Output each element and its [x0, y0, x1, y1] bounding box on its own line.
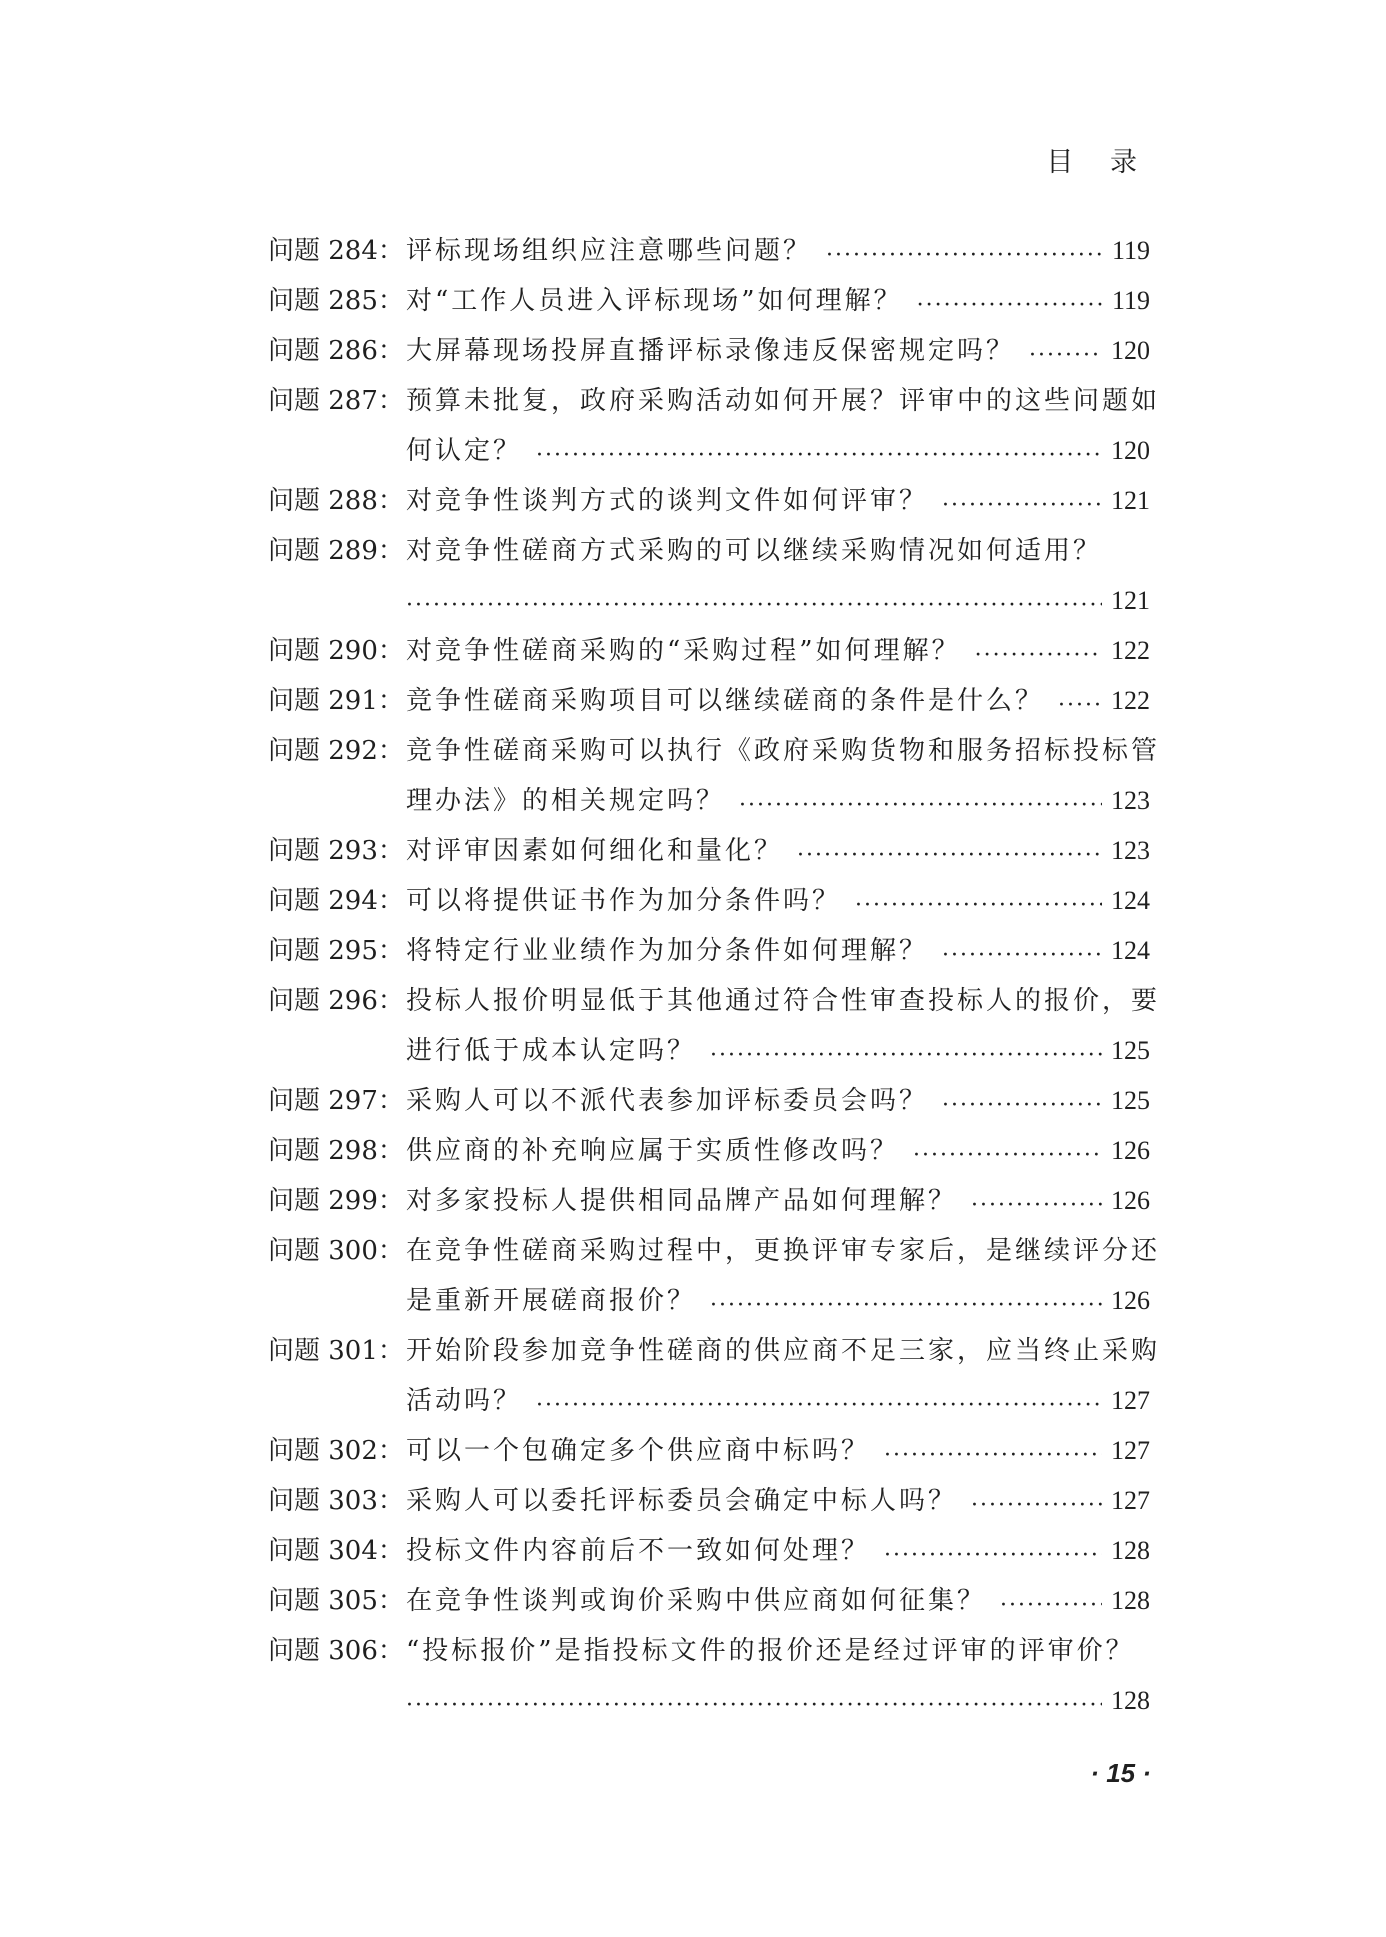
dot-leader [884, 1426, 1102, 1476]
toc-entry-title: 采购人可以不派代表参加评标委员会吗？ [406, 1086, 929, 1116]
dot-leader [975, 626, 1102, 676]
toc-entry-line [268, 376, 1161, 426]
toc-entry-label: 问题 305： [268, 1586, 404, 1616]
toc-entry-label: 问题 292： [268, 736, 404, 766]
toc-entry-title: 投标文件内容前后不一致如何处理？ [406, 1536, 871, 1566]
toc-entry-page: 125 [1111, 1036, 1150, 1065]
toc-entry-line [268, 826, 1150, 876]
toc-entry-page: 127 [1111, 1436, 1150, 1465]
toc-entry-label: 问题 289： [268, 536, 404, 566]
dot-leader [942, 926, 1102, 976]
dot-leader [913, 1126, 1102, 1176]
toc-entry-page: 127 [1111, 1386, 1150, 1415]
dot-leader [739, 776, 1102, 826]
toc-entry-line [268, 676, 1150, 726]
dot-leader [826, 226, 1102, 276]
toc-entry[interactable] [268, 476, 1150, 526]
toc-entry-line [268, 1126, 1150, 1176]
toc-entry[interactable] [268, 1176, 1150, 1226]
toc-entry-title: 预算未批复，政府采购活动如何开展？评审中的这些问题如 [406, 386, 1161, 416]
dot-leader [710, 1276, 1102, 1326]
toc-entry-line [268, 976, 1161, 1026]
toc-entry-page: 119 [1111, 286, 1150, 315]
toc-entry-line [268, 876, 1150, 926]
toc-entry-page: 123 [1111, 836, 1150, 865]
toc-entry-title: 开始阶段参加竞争性磋商的供应商不足三家，应当终止采购 [406, 1336, 1161, 1366]
running-header: 目 录 [1046, 147, 1151, 178]
toc-entry[interactable] [268, 226, 1150, 276]
toc-entry-line [268, 1426, 1150, 1476]
toc-entry-title: 竞争性磋商采购项目可以继续磋商的条件是什么？ [406, 686, 1045, 716]
toc-entry-title: 在竞争性谈判或询价采购中供应商如何征集？ [406, 1586, 987, 1616]
toc-entry-line [268, 1626, 1150, 1676]
page-number: · 15 · [1090, 1758, 1151, 1788]
toc-entry-line [268, 476, 1150, 526]
toc-entry-page: 122 [1111, 636, 1150, 665]
dot-leader [710, 1026, 1102, 1076]
toc-entry-line [268, 226, 1150, 276]
toc-entry-title: 采购人可以委托评标委员会确定中标人吗？ [406, 1486, 958, 1516]
dot-leader [942, 1076, 1102, 1126]
toc-entry-page: 127 [1111, 1486, 1150, 1515]
toc-entry-line [268, 1076, 1150, 1126]
toc-entry-title: 投标人报价明显低于其他通过符合性审查投标人的报价，要 [406, 986, 1161, 1016]
toc-entry-title: 对“工作人员进入评标现场”如何理解？ [406, 286, 903, 316]
toc-entry-page: 122 [1111, 686, 1150, 715]
toc-entry-label: 问题 302： [268, 1436, 404, 1466]
toc-entry[interactable] [268, 926, 1150, 976]
toc-entry-label: 问题 288： [268, 486, 404, 516]
toc-entry[interactable] [268, 1226, 1161, 1326]
toc-entry-title: 对多家投标人提供相同品牌产品如何理解？ [406, 1186, 958, 1216]
toc-entry-line [268, 276, 1150, 326]
dot-leader [971, 1176, 1102, 1226]
dot-leader [1029, 326, 1102, 376]
dot-leader [406, 1676, 1102, 1726]
toc-entry-page: 125 [1111, 1086, 1150, 1115]
dot-leader [942, 476, 1102, 526]
toc-entry-label: 问题 303： [268, 1486, 404, 1516]
toc-entry-title: “投标报价”是指投标文件的报价还是经过评审的评审价？ [406, 1636, 1135, 1666]
toc-entry-line [268, 576, 1150, 626]
toc-entry[interactable] [268, 976, 1161, 1076]
toc-entry-line [268, 1576, 1150, 1626]
toc-entry-label: 问题 287： [268, 386, 404, 416]
toc-entry[interactable] [268, 1526, 1150, 1576]
dot-leader [797, 826, 1102, 876]
toc-entry-line [268, 1026, 1150, 1076]
toc-entry-label: 问题 286： [268, 336, 404, 366]
toc-entry-page: 121 [1111, 486, 1150, 515]
toc-entry-page: 126 [1111, 1186, 1150, 1215]
toc-entry-line [268, 426, 1150, 476]
toc-entry[interactable] [268, 826, 1150, 876]
toc-entry-title: 竞争性磋商采购可以执行《政府采购货物和服务招标投标管 [406, 736, 1161, 766]
toc-entry-line [268, 1526, 1150, 1576]
toc-entry-line [268, 1226, 1161, 1276]
toc-entry-page: 124 [1111, 886, 1150, 915]
toc-entry-page: 128 [1111, 1686, 1150, 1715]
toc-entry[interactable] [268, 676, 1150, 726]
toc-entry-line [268, 726, 1161, 776]
toc-entry-title: 对竞争性磋商采购的“采购过程”如何理解？ [406, 636, 961, 666]
dot-leader [884, 1526, 1102, 1576]
toc-entry-title: 进行低于成本认定吗？ [406, 1036, 697, 1066]
dot-leader [971, 1476, 1102, 1526]
toc-entry-page: 121 [1111, 586, 1150, 615]
toc-entry[interactable] [268, 1076, 1150, 1126]
toc-entry[interactable] [268, 1326, 1161, 1426]
dot-leader [536, 1376, 1102, 1426]
toc-entry-label: 问题 290： [268, 636, 404, 666]
toc-entry-page: 128 [1111, 1586, 1150, 1615]
toc-entry-title: 理办法》的相关规定吗？ [406, 786, 726, 816]
toc-entry[interactable] [268, 626, 1150, 676]
toc-entry-page: 123 [1111, 786, 1150, 815]
toc-entry-title: 何认定？ [406, 436, 523, 466]
dot-leader [855, 876, 1102, 926]
toc-entry-page: 128 [1111, 1536, 1150, 1565]
dot-leader [1058, 676, 1102, 726]
toc-entry-title: 在竞争性磋商采购过程中，更换评审专家后，是继续评分还 [406, 1236, 1161, 1266]
toc-entry-title: 对竞争性谈判方式的谈判文件如何评审？ [406, 486, 929, 516]
dot-leader [536, 426, 1102, 476]
toc-entry-line [268, 1276, 1150, 1326]
toc-entry[interactable] [268, 1576, 1150, 1626]
toc-entry-label: 问题 296： [268, 986, 404, 1016]
toc-entry-label: 问题 294： [268, 886, 404, 916]
toc-entry-label: 问题 299： [268, 1186, 404, 1216]
toc-entry-line [268, 626, 1150, 676]
toc-entry-line [268, 1326, 1161, 1376]
toc-entry-line [268, 326, 1150, 376]
toc-entry-title: 对评审因素如何细化和量化？ [406, 836, 784, 866]
toc-entry-line [268, 1676, 1150, 1726]
toc-entry[interactable] [268, 876, 1150, 926]
toc-entry[interactable] [268, 726, 1161, 826]
toc-entry-label: 问题 297： [268, 1086, 404, 1116]
toc-entry-label: 问题 300： [268, 1236, 404, 1266]
toc-entry[interactable] [268, 326, 1150, 376]
toc-entry-title: 评标现场组织应注意哪些问题？ [406, 236, 813, 266]
toc-entry-page: 124 [1111, 936, 1150, 965]
toc-entry-label: 问题 306： [268, 1636, 404, 1666]
toc-entry-page: 120 [1111, 336, 1150, 365]
toc-entry-label: 问题 284： [268, 236, 404, 266]
toc-entry-label: 问题 285： [268, 286, 404, 316]
toc-entry-page: 119 [1111, 236, 1150, 265]
toc-entry-label: 问题 291： [268, 686, 404, 716]
toc-entry[interactable] [268, 1126, 1150, 1176]
toc-entry-line [268, 526, 1150, 576]
toc-entry-title: 是重新开展磋商报价？ [406, 1286, 697, 1316]
toc-entry[interactable] [268, 276, 1150, 326]
toc-entry-title: 活动吗？ [406, 1386, 523, 1416]
toc-entry[interactable] [268, 526, 1150, 626]
toc-entry-line [268, 776, 1150, 826]
dot-leader [917, 276, 1102, 326]
toc-entry[interactable] [268, 1476, 1150, 1526]
toc-entry-title: 供应商的补充响应属于实质性修改吗？ [406, 1136, 900, 1166]
table-of-contents [268, 226, 1161, 1726]
toc-entry-title: 将特定行业业绩作为加分条件如何理解？ [406, 936, 929, 966]
toc-entry-title: 可以一个包确定多个供应商中标吗？ [406, 1436, 871, 1466]
dot-leader [406, 576, 1102, 626]
toc-entry-title: 对竞争性磋商方式采购的可以继续采购情况如何适用？ [406, 536, 1103, 566]
toc-entry[interactable] [268, 376, 1161, 476]
toc-entry-title: 大屏幕现场投屏直播评标录像违反保密规定吗？ [406, 336, 1016, 366]
toc-entry-title: 可以将提供证书作为加分条件吗？ [406, 886, 842, 916]
toc-entry-label: 问题 295： [268, 936, 404, 966]
toc-entry-page: 126 [1111, 1136, 1150, 1165]
toc-entry-label: 问题 298： [268, 1136, 404, 1166]
toc-entry-line [268, 926, 1150, 976]
toc-entry-label: 问题 304： [268, 1536, 404, 1566]
toc-entry-line [268, 1476, 1150, 1526]
toc-entry[interactable] [268, 1626, 1150, 1726]
toc-entry-label: 问题 293： [268, 836, 404, 866]
toc-entry-page: 126 [1111, 1286, 1150, 1315]
dot-leader [1000, 1576, 1102, 1626]
toc-entry[interactable] [268, 1426, 1150, 1476]
toc-entry-line [268, 1376, 1150, 1426]
toc-entry-label: 问题 301： [268, 1336, 404, 1366]
toc-entry-line [268, 1176, 1150, 1226]
toc-entry-page: 120 [1111, 436, 1150, 465]
